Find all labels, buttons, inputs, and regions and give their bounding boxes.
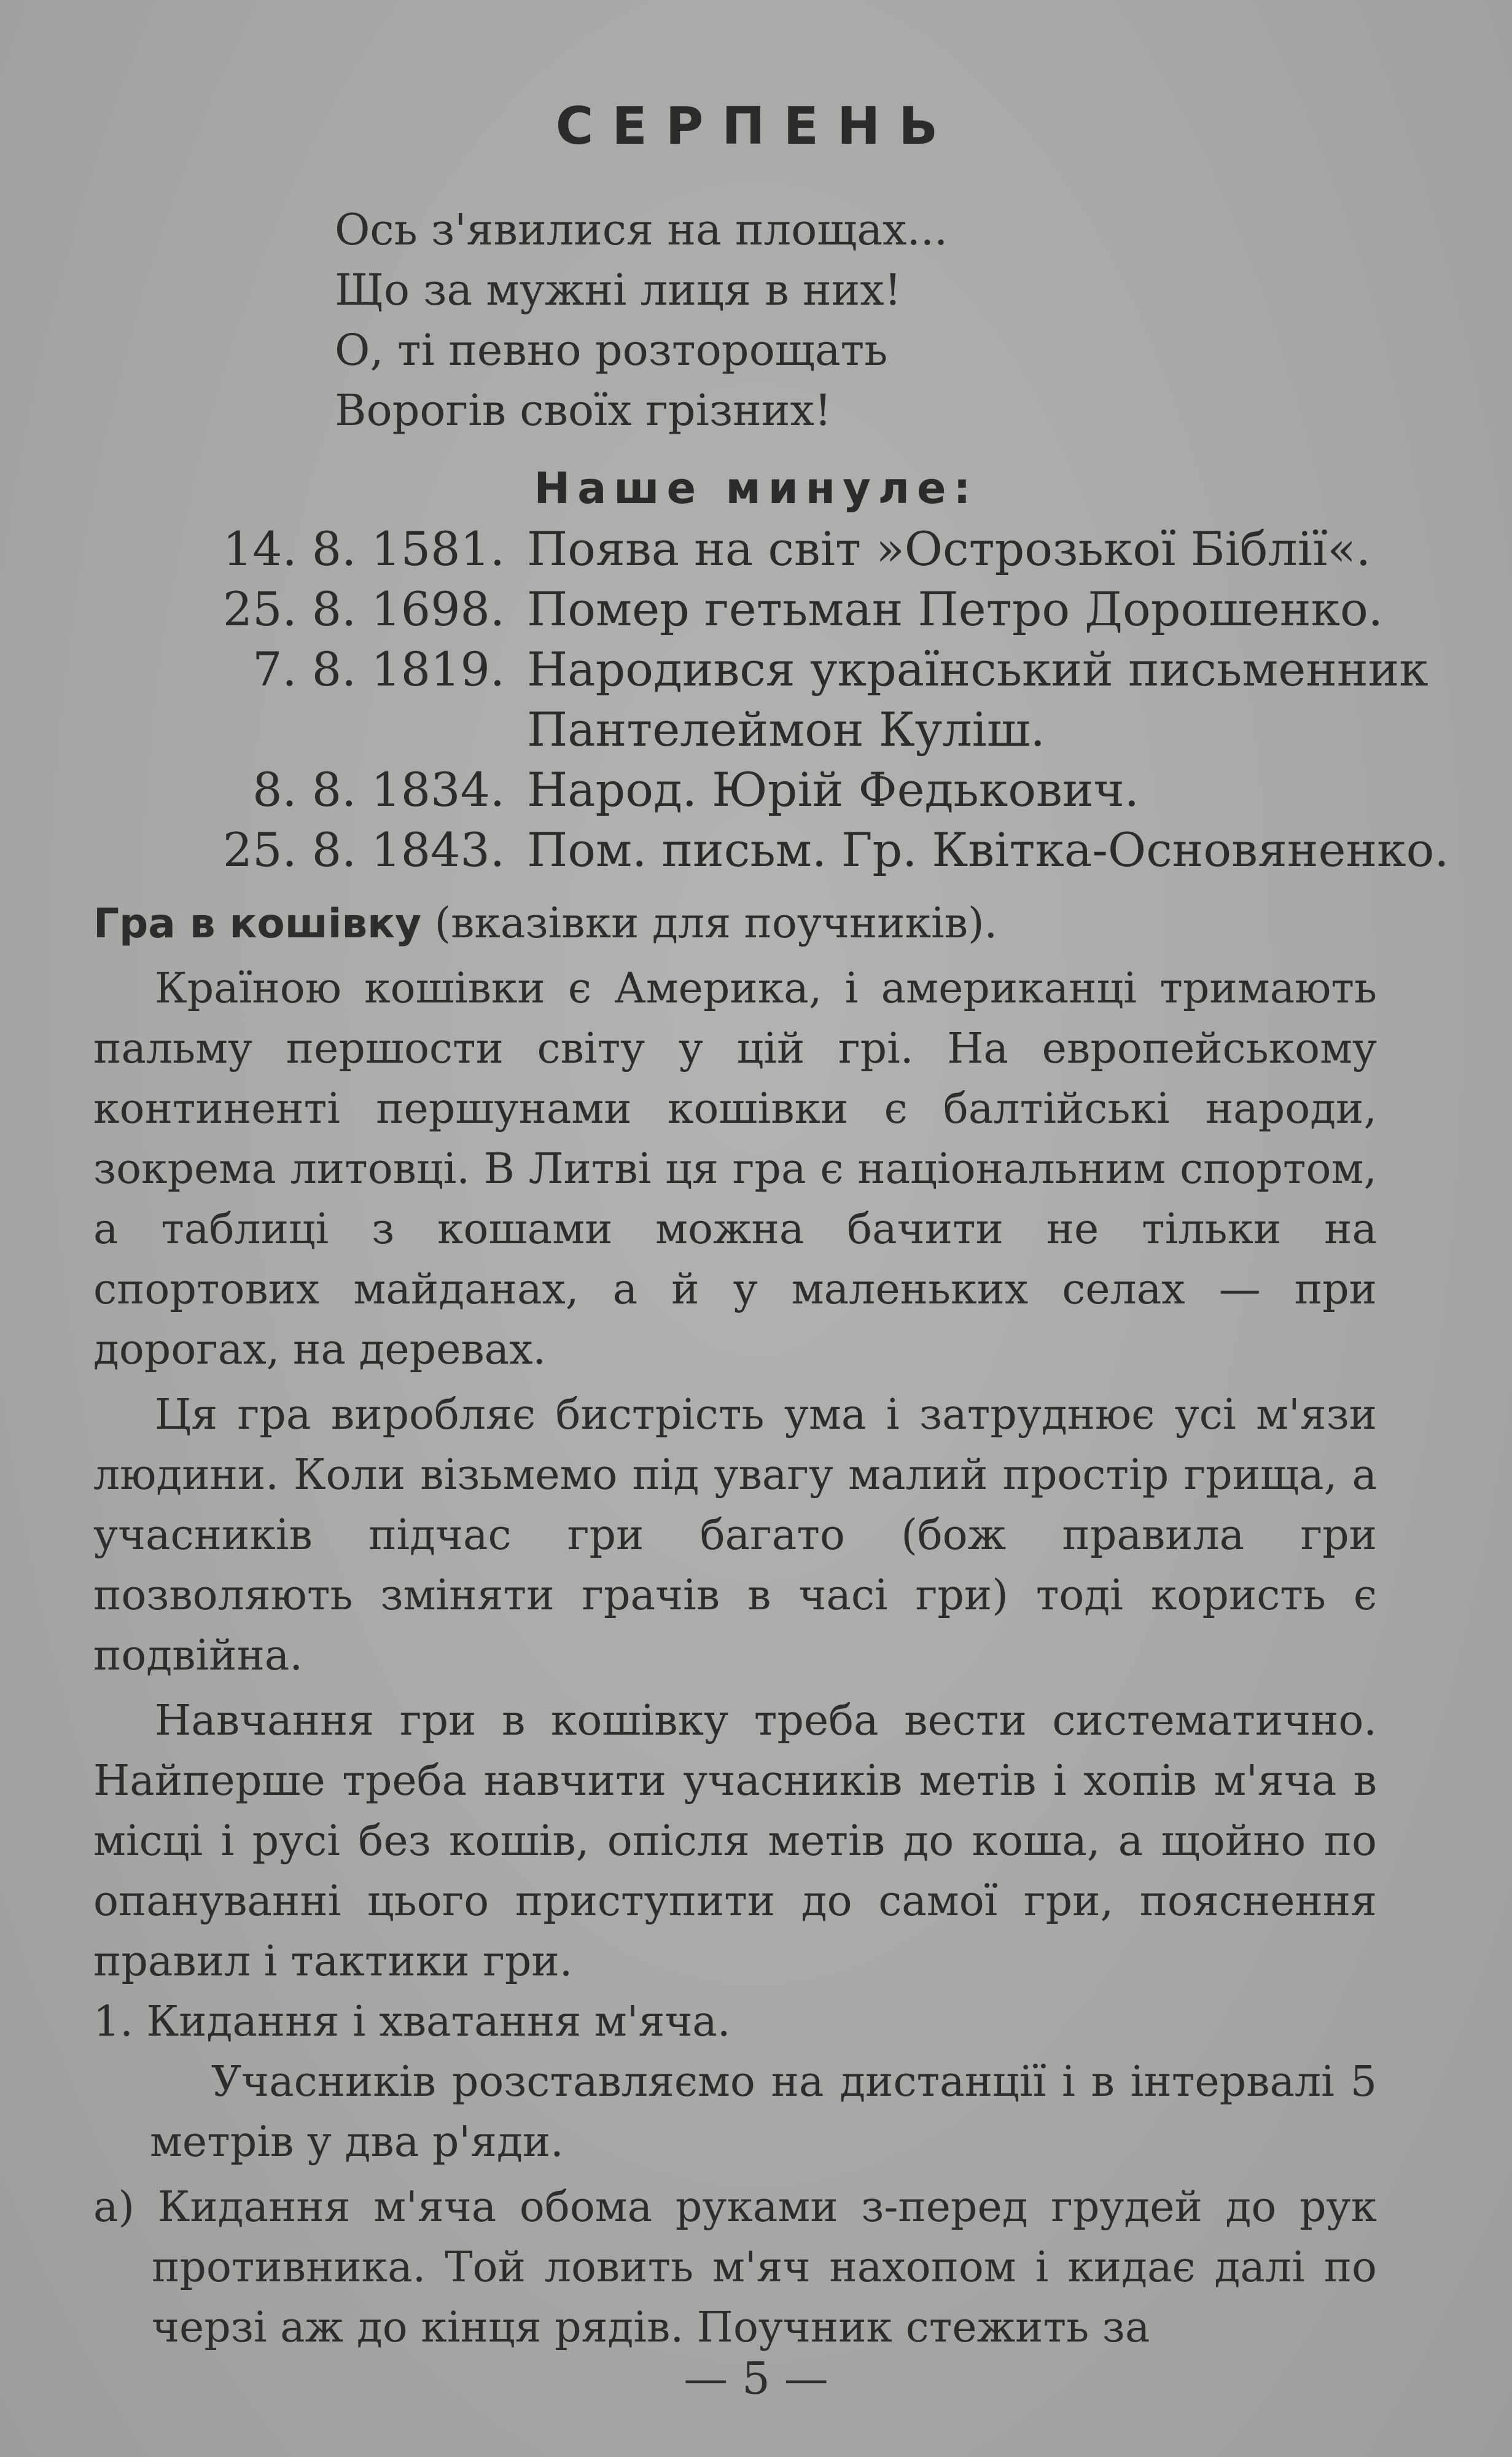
history-date: 25. 8. 1843.: [222, 822, 505, 877]
sub-list-item: а) Кидання м'яча обома руками з-перед грудей до рук противника. Той ловить м'яч нахопом і кидає далі по черзі аж до кінця рядів. Поучник стежить за: [93, 2183, 1377, 2352]
history-row: [0, 639, 1512, 700]
history-event: Народ. Юрій Федькович.: [527, 762, 1139, 817]
history-row: [0, 760, 1512, 820]
history-row-continuation: [0, 700, 1512, 760]
history-event: Пом. письм. Гр. Квітка-Основяненко.: [527, 822, 1449, 877]
history-row: [0, 579, 1512, 639]
poem-line: Ось з'явилися на площах...: [335, 205, 948, 255]
page-number: — 5 —: [684, 2353, 828, 2404]
history-event: Помер гетьман Петро Дорошенко.: [527, 582, 1383, 636]
section-heading-bold: Гра в кошівку: [93, 900, 421, 947]
page-title: СЕРПЕНЬ: [555, 96, 957, 156]
poem-line: Що за мужні лиця в них!: [335, 265, 902, 315]
article-body: [93, 894, 1377, 2358]
history-date: 14. 8. 1581.: [222, 521, 505, 576]
section-heading-note: (вказівки для поучників).: [421, 899, 998, 948]
list-item: 1. Кидання і хватання м'яча.: [93, 1998, 731, 2046]
history-event: Поява на світ »Острозької Біблії«.: [527, 521, 1371, 576]
history-row: [0, 820, 1512, 880]
paragraph: Учасників розставляємо на дистанції і в інтервалі 5 метрів у два р'яди.: [150, 2058, 1377, 2166]
paragraph: Ця гра виробляє бистрість ума і затруднює усі м'язи людини. Коли візьмемо під увагу малий простір грища, а учасників підчас гри багато (бож правила гри позволяють зміняти грачів в часі гри) тоді користь є подвійна.: [93, 1391, 1377, 1680]
list-item-body: [150, 2052, 1377, 2173]
poem-line: О, ті певно розторощать: [335, 325, 888, 375]
history-row: [0, 519, 1512, 579]
history-date: 7. 8. 1819.: [252, 642, 505, 697]
history-list: [0, 519, 1512, 880]
section-heading: [93, 894, 1377, 954]
paragraph: Навчання гри в кошівку треба вести систематично. Найперше треба навчити учасників метів і хопів м'яча в місці і русі без кошів, опісля метів до коша, а щойно по опануванні цього приступити до самої гри, пояснення правил і тактики гри.: [93, 1697, 1377, 1986]
history-event-continuation: Пантелеймон Куліш.: [527, 702, 1045, 757]
history-event: Народився український письменник: [527, 642, 1428, 697]
history-heading: Наше минуле:: [534, 463, 978, 514]
history-date: 25. 8. 1698.: [222, 582, 505, 636]
poem-line: Ворогів своїх грізних!: [335, 385, 832, 436]
paragraph: Країною кошівки є Америка, і американці тримають пальму першости світу у цій грі. На европейському континенті першунами кошівки є балтійські народи, зокрема литовці. В Литві ця гра є національним спортом, а таблиці з кошами можна бачити не тільки на спортових майданах, а й у маленьких селах — при дорогах, на деревах.: [93, 964, 1377, 1374]
poem: [335, 200, 948, 440]
history-date: 8. 8. 1834.: [252, 762, 505, 817]
